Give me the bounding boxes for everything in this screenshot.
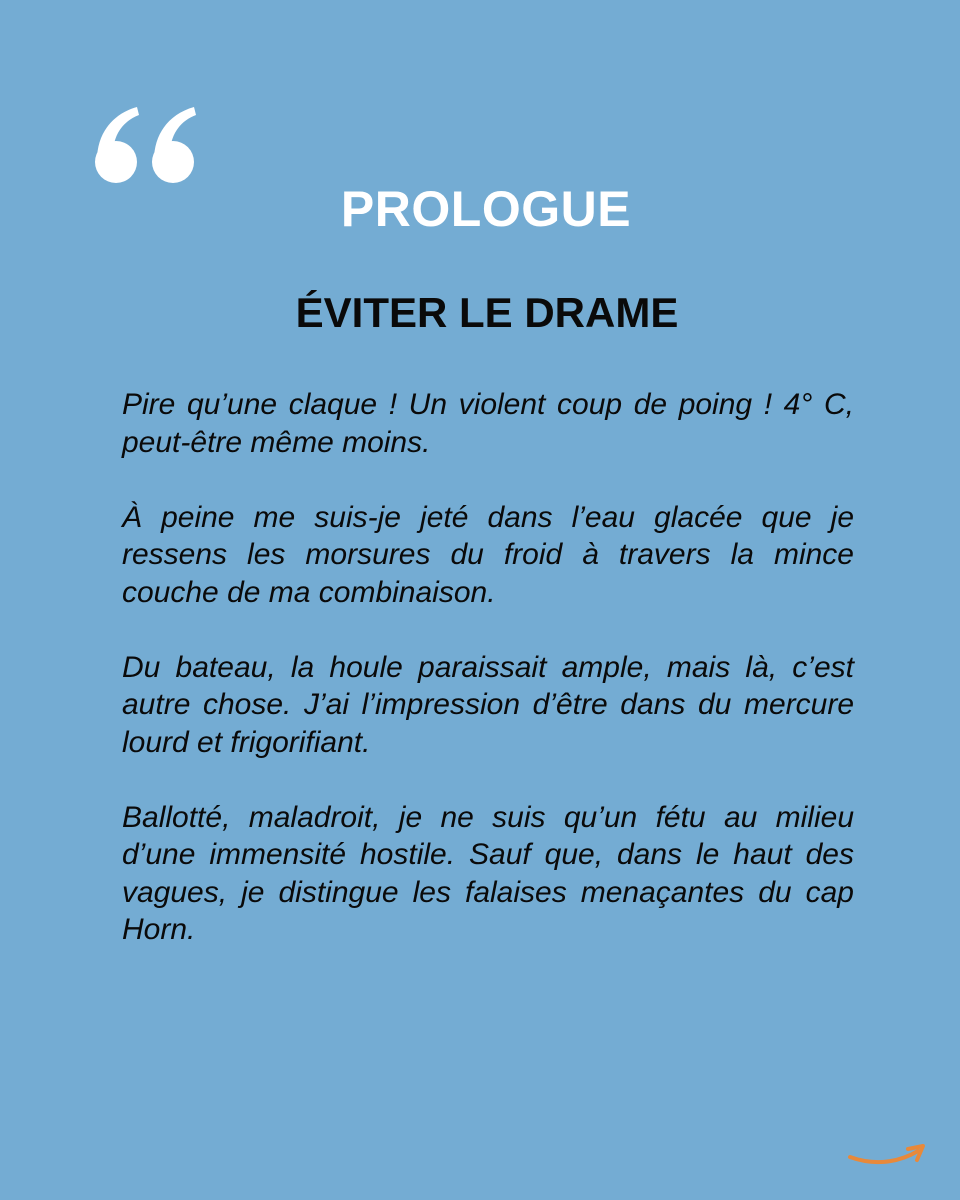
quote-glyph-right	[152, 107, 196, 183]
quote-glyph-left	[95, 107, 139, 183]
opening-quote-icon	[94, 106, 200, 186]
paragraph: Ballotté, maladroit, je ne suis qu’un fétu au milieu d’une immensité hostile. Sauf que, dans le haut des vagues, je distingue les falaises menaçantes du cap Horn.	[122, 800, 854, 946]
page-title: PROLOGUE	[340, 181, 632, 237]
prologue-text	[122, 386, 854, 986]
curved-arrow-right-icon[interactable]	[846, 1138, 928, 1168]
paragraph: À peine me suis-je jeté dans l’eau glacée que je ressens les morsures du froid à travers la mince couche de ma combinaison.	[122, 500, 854, 609]
paragraph: Pire qu’une claque ! Un violent coup de poing ! 4° C, peut-être même moins.	[122, 388, 854, 459]
paragraph: Du bateau, la houle paraissait ample, mais là, c’est autre chose. J’ai l’impression d’être dans du mercure lourd et frigorifiant.	[122, 650, 854, 759]
chapter-subtitle: ÉVITER LE DRAME	[295, 289, 679, 336]
